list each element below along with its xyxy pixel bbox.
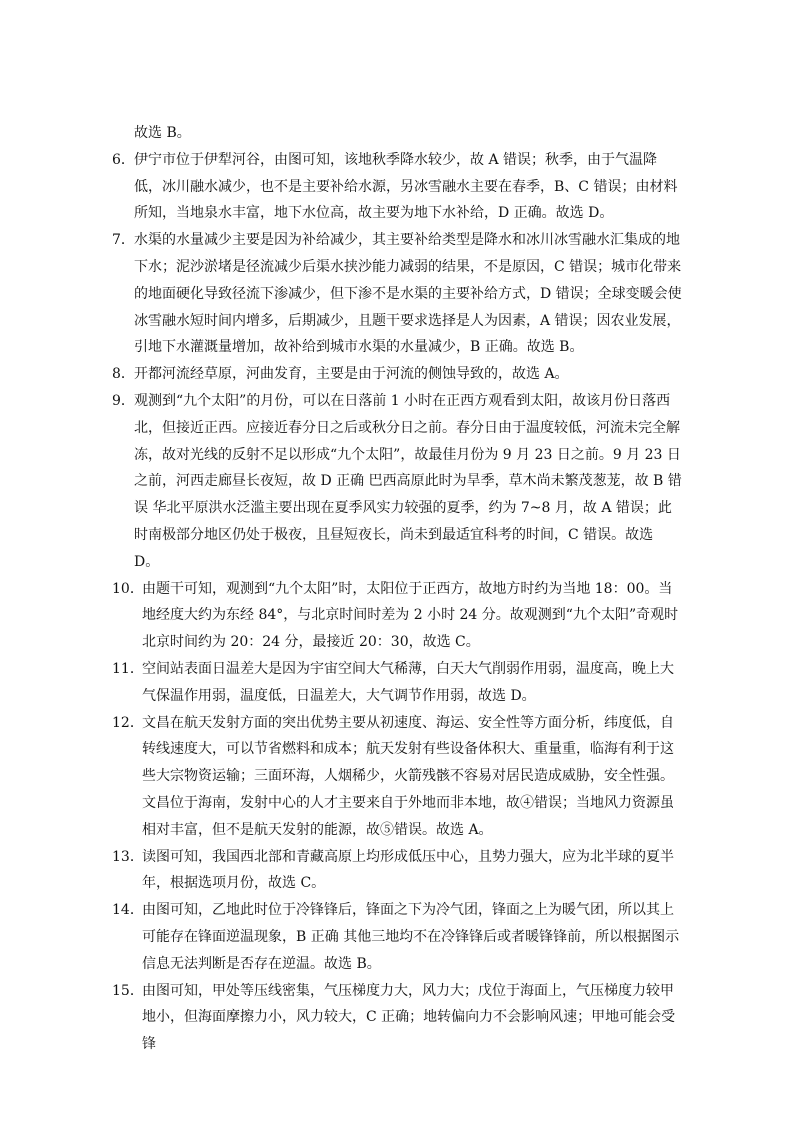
item-text: 伊宁市位于伊犁河谷，由图可知，该地秋季降水较少，故 A 错误；秋季，由于气温降低，冰川融水减少，也不是主要补给水源，另冰雪融水主要在春季，B、C 错误；由材料所知，当地泉水丰富，地下水位高，故主要为地下水补给，D 正确。故选 D。 <box>134 151 678 222</box>
item-text: 观测到“九个太阳”的月份，可以在日落前 1 小时在正西方观看到太阳，故该月份日落西北，但接近正西。应接近春分日之后或秋分日之前。春分日由于温度较低，河流未完全解冻，故对光线的反射不足以形成“九个太阳”，故最佳月份为 9 月 23 日之前。9 月 23 日之前，河西走廊昼长夜短，故 D 正确 巴西高原此时为旱季，草木尚未繁茂葱茏，故 B 错误 华北平原洪水泛滥主要出现在夏季风实力较强的夏季，约为 7~8 月，故 A 错误；此时南极部分地区仍处于极夜，且昼短夜长，尚未到最适宜科考的时间，C 错误。故选 D。 <box>134 392 682 570</box>
item-number: 7． <box>112 232 135 249</box>
item-number: 6． <box>112 151 135 168</box>
answer-item-13 <box>112 844 682 898</box>
answer-item-15 <box>112 978 682 1058</box>
item-text: 由题干可知，观测到“九个太阳”时，太阳位于正西方，故地方时约为当地 18：00。当地经度大约为东经 84°，与北京时间时差为 2 小时 24 分。故观测到“九个太阳”奇观时北京时间约为 20：24 分，最接近 20：30，故选 C。 <box>142 580 679 651</box>
item-number: 11． <box>112 660 144 677</box>
item-number: 8． <box>112 366 135 383</box>
answer-text <box>112 120 682 1058</box>
answer-item-12 <box>112 710 682 844</box>
answer-item-6 <box>112 147 682 227</box>
item-text: 由图可知，甲处等压线密集，气压梯度力大，风力大；戊位于海面上，气压梯度力较甲地小，但海面摩擦力小，风力较大，C 正确；地转偏向力不会影响风速；甲地可能会受锋 <box>142 982 676 1053</box>
item-text: 读图可知，我国西北部和青藏高原上均形成低压中心，且势力强大，应为北半球的夏半年，根据选项月份，故选 C。 <box>142 848 674 892</box>
lead-line: 故选 B。 <box>134 125 191 141</box>
item-text: 由图可知，乙地此时位于冷锋锋后，锋面之下为冷气团，锋面之上为暖气团，所以其上可能存在锋面逆温现象，B 正确 其他三地均不在冷锋锋后或者暖锋锋前，所以根据图示信息无法判断是否存在逆温。故选 B。 <box>142 902 680 972</box>
item-text: 水渠的水量减少主要是因为补给减少，其主要补给类型是降水和冰川冰雪融水汇集成的地下水；泥沙淤堵是径流减少后渠水挟沙能力减弱的结果，不是原因，C 错误；城市化带来的地面硬化导致径流下渗减少，但下渗不是水渠的主要补给方式，D 错误；全球变暖会使冰雪融水短时间内增多，后期减少，且题干要求选择是人为因素，A 错误；因农业发展，引地下水灌溉量增加，故补给到城市水渠的水量减少，B 正确。故选 B。 <box>134 232 682 356</box>
item-number: 9． <box>112 392 135 409</box>
answer-item-11 <box>112 656 682 710</box>
item-text: 开都河流经草原，河曲发育，主要是由于河流的侧蚀导致的，故选 A。 <box>134 366 569 383</box>
item-number: 14． <box>112 902 144 919</box>
item-text: 文昌在航天发射方面的突出优势主要从初速度、海运、安全性等方面分析，纬度低，自转线速度大，可以节省燃料和成本；航天发射有些设备体积大、重量重，临海有利于这些大宗物资运输；三面环海，人烟稀少，火箭残骸不容易对居民造成威胁，安全性强。文昌位于海南，发射中心的人才主要来自于外地而非本地，故④错误；当地风力资源虽相对丰富，但不是航天发射的能源，故⑤错误。故选 A。 <box>142 714 674 838</box>
item-number: 10． <box>112 580 144 597</box>
item-number: 15． <box>112 982 144 999</box>
item-number: 12． <box>112 714 144 731</box>
answer-item-14 <box>112 897 682 977</box>
item-number: 13． <box>112 848 144 865</box>
answer-item-8 <box>112 361 682 388</box>
answer-item-7 <box>112 227 682 361</box>
answer-item-10 <box>112 576 682 656</box>
answer-item-9 <box>112 388 682 576</box>
item-text: 空间站表面日温差大是因为宇宙空间大气稀薄，白天大气削弱作用弱，温度高，晚上大气保温作用弱，温度低，日温差大，大气调节作用弱，故选 D。 <box>142 660 674 704</box>
